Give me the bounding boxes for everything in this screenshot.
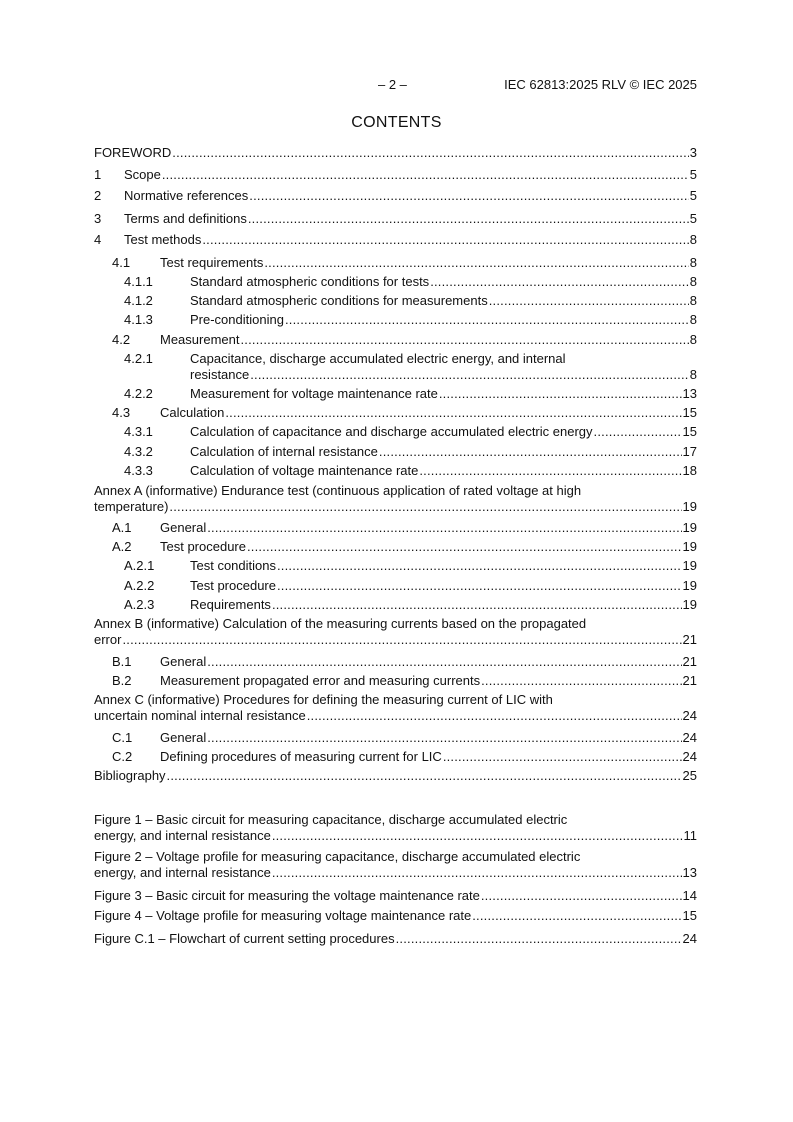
toc-entry-title[interactable]: General: [160, 654, 207, 669]
toc-entry-page[interactable]: 8: [689, 332, 697, 347]
toc-entry-page[interactable]: 5: [689, 167, 697, 182]
toc-entry-number: A.2.2: [124, 578, 155, 593]
toc-entry-number: 4.1.3: [124, 312, 153, 327]
toc-entry-page[interactable]: 3: [689, 145, 697, 160]
dot-leader: [206, 520, 681, 536]
toc-entry-page[interactable]: 24: [682, 708, 697, 723]
dot-leader: [248, 188, 688, 204]
toc-entry-page[interactable]: 8: [689, 232, 697, 247]
figure-entry-line: [94, 849, 697, 865]
toc-entry-line: [190, 312, 697, 328]
dot-leader: [161, 167, 689, 183]
figure-entry-page[interactable]: 24: [682, 931, 697, 946]
toc-entry-title[interactable]: Calculation of capacitance and discharge accumulated electric energy: [190, 424, 593, 439]
toc-entry-title[interactable]: Standard atmospheric conditions for measurements: [190, 293, 488, 308]
toc-entry-title[interactable]: General: [160, 520, 207, 535]
figure-entry-page[interactable]: 11: [683, 828, 697, 843]
toc-entry-page[interactable]: 8: [689, 255, 697, 270]
toc-entry-page[interactable]: 19: [682, 539, 697, 554]
dot-leader: [271, 597, 682, 613]
toc-entry-title[interactable]: Terms and definitions: [124, 211, 247, 226]
toc-entry-number: C.1: [112, 730, 133, 745]
toc-entry-title[interactable]: General: [160, 730, 207, 745]
dot-leader: [471, 908, 681, 924]
toc-entry-number: A.2.1: [124, 558, 155, 573]
toc-entry-line: [190, 293, 697, 309]
toc-entry-title[interactable]: Calculation of internal resistance: [190, 444, 378, 459]
dot-leader: [284, 312, 689, 328]
figure-entry-title[interactable]: Figure C.1 – Flowchart of current setting procedures: [94, 931, 395, 946]
toc-entry-number: 4.3: [112, 405, 131, 420]
dot-leader: [168, 499, 681, 515]
toc-entry-page[interactable]: 19: [682, 558, 697, 573]
toc-entry-number: C.2: [112, 749, 133, 764]
toc-entry-number: 4.2.2: [124, 386, 153, 401]
toc-entry-page[interactable]: 25: [682, 768, 697, 783]
figure-entry-title[interactable]: Figure 2 – Voltage profile for measuring capacitance, discharge accumulated electric: [94, 849, 581, 864]
toc-entry-title[interactable]: Annex B (informative) Calculation of the measuring currents based on the propagated: [94, 616, 587, 631]
toc-entry-line: [124, 232, 697, 248]
toc-entry-line: [124, 211, 697, 227]
figure-entry-title[interactable]: Figure 4 – Voltage profile for measuring voltage maintenance rate: [94, 908, 472, 923]
toc-entry-line: [190, 558, 697, 574]
toc-entry-line: [190, 351, 697, 367]
dot-leader: [166, 768, 682, 784]
toc-entry-title[interactable]: Annex C (informative) Procedures for defining the measuring current of LIC with: [94, 692, 553, 707]
toc-entry-page[interactable]: 5: [689, 211, 697, 226]
toc-entry-line: [94, 708, 697, 724]
toc-entry-line: [124, 188, 697, 204]
page-number: – 2 –: [378, 77, 407, 92]
toc-entry-title[interactable]: Measurement: [160, 332, 240, 347]
toc-entry-line: [160, 405, 697, 421]
toc-entry-title[interactable]: Test methods: [124, 232, 202, 247]
toc-entry-page[interactable]: 19: [682, 578, 697, 593]
toc-entry-number: 4: [94, 232, 102, 247]
toc-entry-title[interactable]: uncertain nominal internal resistance: [94, 708, 306, 723]
toc-entry-line: [94, 692, 697, 708]
toc-entry-line: [160, 332, 697, 348]
figure-entry-line: [94, 931, 697, 947]
dot-leader: [271, 828, 683, 844]
toc-entry-page[interactable]: 19: [682, 597, 697, 612]
toc-entry-number: A.2: [112, 539, 132, 554]
toc-entry-number: 4.3.3: [124, 463, 153, 478]
toc-entry-page[interactable]: 8: [689, 293, 697, 308]
dot-leader: [121, 632, 681, 648]
dot-leader: [438, 386, 682, 402]
toc-entry-title[interactable]: FOREWORD: [94, 145, 172, 160]
toc-entry-page[interactable]: 15: [682, 405, 697, 420]
toc-entry-title[interactable]: Pre-conditioning: [190, 312, 284, 327]
dot-leader: [442, 749, 682, 765]
toc-entry-title[interactable]: resistance: [190, 367, 250, 382]
toc-entry-page[interactable]: 21: [682, 632, 697, 647]
toc-entry-title[interactable]: Requirements: [190, 597, 271, 612]
toc-entry-line: [94, 483, 697, 499]
figure-entry-title[interactable]: Figure 3 – Basic circuit for measuring the voltage maintenance rate: [94, 888, 480, 903]
toc-entry-number: 4.2: [112, 332, 131, 347]
dot-leader: [171, 145, 688, 161]
toc-entry-title[interactable]: Scope: [124, 167, 161, 182]
dot-leader: [249, 367, 689, 383]
dot-leader: [206, 654, 681, 670]
toc-entry-page[interactable]: 24: [682, 730, 697, 745]
toc-entry-line: [190, 367, 697, 383]
dot-leader: [306, 708, 682, 724]
dot-leader: [378, 444, 682, 460]
toc-entry-number: 4.2.1: [124, 351, 153, 366]
toc-entry-title[interactable]: Calculation: [160, 405, 225, 420]
toc-entry-number: 4.1.1: [124, 274, 153, 289]
toc-entry-line: [190, 386, 697, 402]
dot-leader: [263, 255, 688, 271]
figure-entry-page[interactable]: 15: [682, 908, 697, 923]
toc-entry-line: [190, 274, 697, 290]
toc-entry-line: [190, 597, 697, 613]
toc-entry-title[interactable]: Calculation of voltage maintenance rate: [190, 463, 419, 478]
dot-leader: [224, 405, 681, 421]
toc-entry-number: 4.1: [112, 255, 131, 270]
toc-entry-line: [190, 578, 697, 594]
toc-entry-title[interactable]: error: [94, 632, 122, 647]
toc-entry-title[interactable]: Capacitance, discharge accumulated electric energy, and internal: [190, 351, 566, 366]
toc-entry-page[interactable]: 21: [682, 673, 697, 688]
toc-entry-page[interactable]: 8: [689, 312, 697, 327]
toc-entry-number: 1: [94, 167, 102, 182]
toc-entry-page[interactable]: 19: [682, 520, 697, 535]
toc-entry-number: A.1: [112, 520, 132, 535]
toc-entry-title[interactable]: Test requirements: [160, 255, 264, 270]
toc-entry-title[interactable]: Standard atmospheric conditions for tests: [190, 274, 430, 289]
toc-entry-line: [94, 768, 697, 784]
toc-entry-page[interactable]: 21: [682, 654, 697, 669]
toc-entry-number: 3: [94, 211, 102, 226]
dot-leader: [247, 211, 689, 227]
toc-entry-line: [190, 463, 697, 479]
figure-entry-line: [94, 908, 697, 924]
figure-entry-page[interactable]: 14: [682, 888, 697, 903]
figure-entry-line: [94, 828, 697, 844]
toc-entry-line: [160, 520, 697, 536]
toc-entry-number: 4.3.2: [124, 444, 153, 459]
figure-entry-title[interactable]: energy, and internal resistance: [94, 865, 271, 880]
toc-entry-number: B.2: [112, 673, 132, 688]
toc-entry-title[interactable]: Test procedure: [160, 539, 246, 554]
toc-entry-line: [160, 730, 697, 746]
toc-entry-line: [94, 499, 697, 515]
toc-entry-title[interactable]: temperature): [94, 499, 169, 514]
contents-title: CONTENTS: [351, 114, 442, 131]
toc-entry-title[interactable]: Defining procedures of measuring current for LIC: [160, 749, 442, 764]
toc-entry-title[interactable]: Test conditions: [190, 558, 276, 573]
toc-entry-page[interactable]: 24: [682, 749, 697, 764]
dot-leader: [276, 558, 682, 574]
toc-entry-page[interactable]: 13: [682, 386, 697, 401]
dot-leader: [429, 274, 689, 290]
toc-entry-line: [94, 616, 697, 632]
toc-entry-number: A.2.3: [124, 597, 155, 612]
dot-leader: [276, 578, 682, 594]
dot-leader: [201, 232, 688, 248]
toc-entry-line: [190, 444, 697, 460]
dot-leader: [246, 539, 682, 555]
toc-entry-title[interactable]: Measurement for voltage maintenance rate: [190, 386, 438, 401]
toc-entry-line: [160, 539, 697, 555]
toc-entry-page[interactable]: 17: [682, 444, 697, 459]
toc-entry-page[interactable]: 15: [682, 424, 697, 439]
toc-entry-line: [160, 654, 697, 670]
dot-leader: [239, 332, 688, 348]
toc-entry-title[interactable]: Bibliography: [94, 768, 166, 783]
toc-entry-number: 2: [94, 188, 102, 203]
dot-leader: [488, 293, 689, 309]
toc-entry-line: [124, 167, 697, 183]
toc-entry-page[interactable]: 18: [682, 463, 697, 478]
figure-entry-title[interactable]: Figure 1 – Basic circuit for measuring capacitance, discharge accumulated electric: [94, 812, 568, 827]
toc-entry-title[interactable]: Annex A (informative) Endurance test (continuous application of rated voltage at high: [94, 483, 582, 498]
toc-entry-line: [94, 145, 697, 161]
figure-entry-title[interactable]: energy, and internal resistance: [94, 828, 271, 843]
dot-leader: [206, 730, 681, 746]
dot-leader: [395, 931, 682, 947]
toc-entry-line: [160, 749, 697, 765]
toc-entry-page[interactable]: 8: [689, 274, 697, 289]
toc-entry-number: 4.3.1: [124, 424, 153, 439]
toc-entry-number: 4.1.2: [124, 293, 153, 308]
toc-entry-page[interactable]: 19: [682, 499, 697, 514]
toc-entry-line: [160, 673, 697, 689]
dot-leader: [480, 888, 682, 904]
dot-leader: [593, 424, 682, 440]
figure-entry-line: [94, 812, 697, 828]
figure-entry-line: [94, 865, 697, 881]
toc-entry-title[interactable]: Test procedure: [190, 578, 276, 593]
dot-leader: [480, 673, 681, 689]
toc-entry-line: [190, 424, 697, 440]
toc-entry-page[interactable]: 8: [689, 367, 697, 382]
toc-entry-title[interactable]: Measurement propagated error and measuring currents: [160, 673, 481, 688]
toc-entry-page[interactable]: 5: [689, 188, 697, 203]
figure-entry-page[interactable]: 13: [682, 865, 697, 880]
toc-entry-line: [160, 255, 697, 271]
toc-entry-title[interactable]: Normative references: [124, 188, 249, 203]
toc-entry-line: [94, 632, 697, 648]
toc-entry-number: B.1: [112, 654, 132, 669]
document-reference: IEC 62813:2025 RLV © IEC 2025: [504, 77, 697, 92]
dot-leader: [271, 865, 682, 881]
dot-leader: [418, 463, 681, 479]
figure-entry-line: [94, 888, 697, 904]
